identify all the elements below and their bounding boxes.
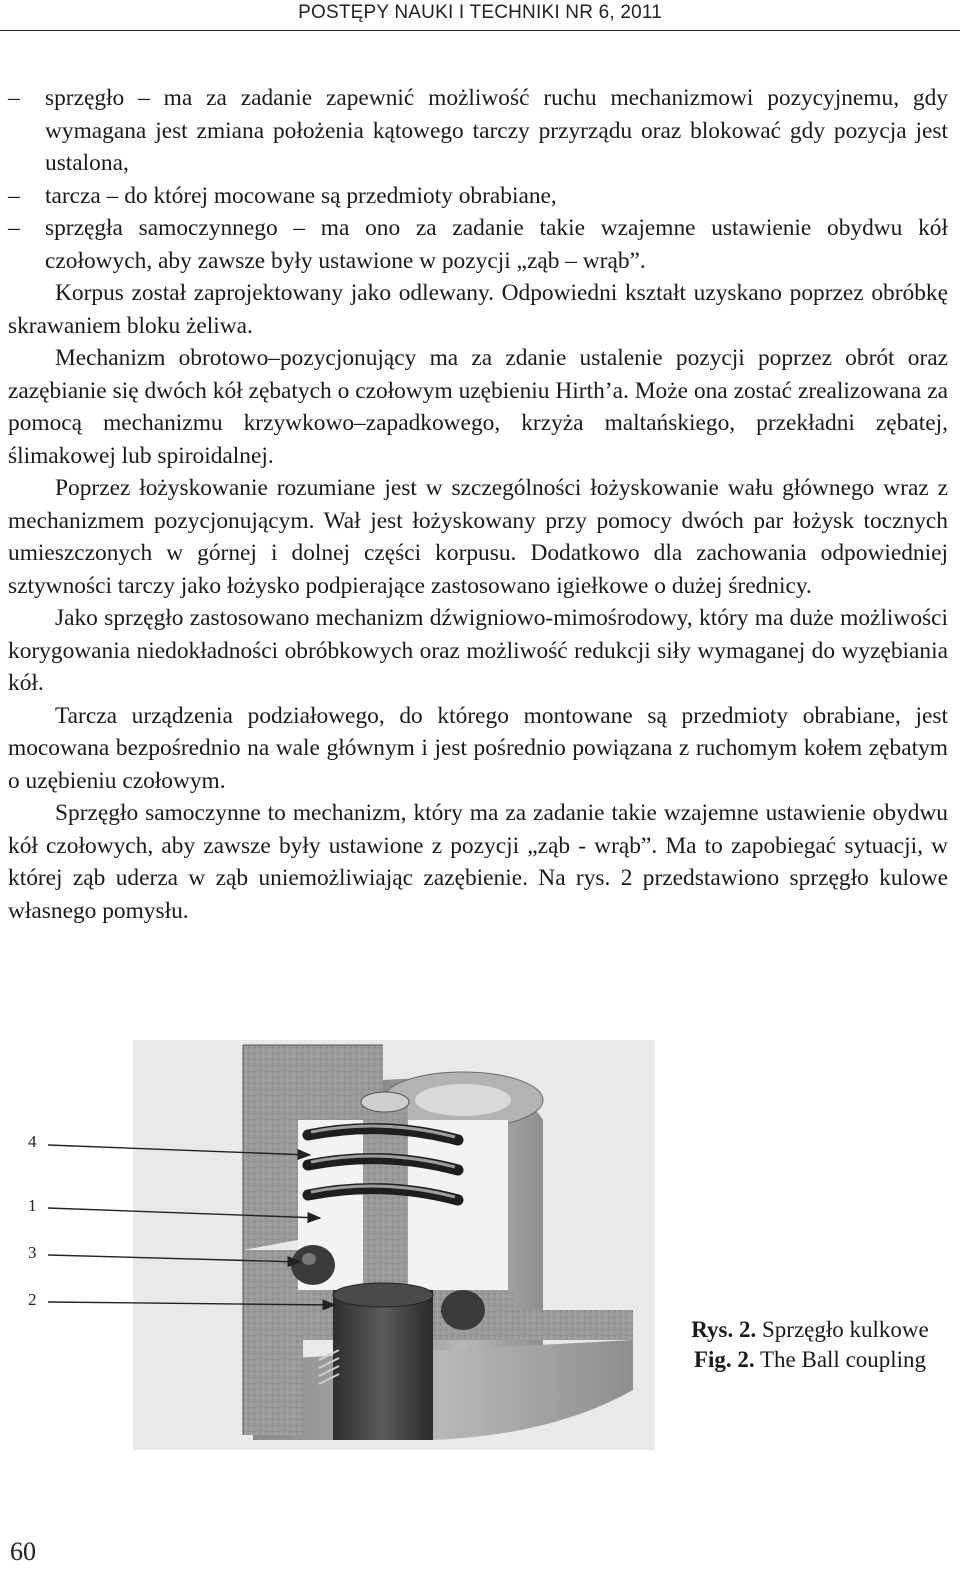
caption-pl-text: Sprzęgło kulkowe	[762, 1317, 929, 1342]
paragraph: Jako sprzęgło zastosowano mechanizm dźwigniowo-mimośrodowy, który ma duże możliwości korygowania niedokładności obróbkowych oraz możliwość redukcji siły wymaganej do wyzębiania kół.	[8, 605, 948, 696]
paragraph: Sprzęgło samoczynne to mechanizm, który ma za zadanie takie wzajemne ustawienie obydwu kół czołowych, aby zawsze były ustawione z pozycji „ząb - wrąb”. Ma to zapobiegać sytuacji, w której ząb uderza w ząb uniemożliwiając zazębienie. Na rys. 2 przedstawiono sprzęgło kulowe własnego pomysłu.	[8, 800, 948, 924]
list-item-text: sprzęgła samoczynnego – ma ono za zadanie takie wzajemne ustawienie obydwu kół czołowych, aby zawsze były ustawione w pozycji „ząb – wrąb”.	[45, 215, 948, 274]
paragraph: Korpus został zaprojektowany jako odlewany. Odpowiedni kształt uzyskano poprzez obróbkę skrawaniem bloku żeliwa.	[8, 280, 948, 339]
paragraph: Mechanizm obrotowo–pozycjonujący ma za zdanie ustalenie pozycji poprzez obrót oraz zazębianie się dwóch kół zębatych o czołowym uzębieniu Hirth’a. Może ona zostać zrealizowana za pomocą mechanizmu krzywkowo–zapadkowego, krzyża maltańskiego, przekładni zębatej, ślimakowej lub spiroidalnej.	[8, 345, 948, 469]
figure-label-1: 1	[28, 1196, 37, 1215]
dash-bullet: –	[8, 182, 20, 209]
paragraph: Tarcza urządzenia podziałowego, do którego montowane są przedmioty obrabiane, jest mocowana bezpośrednio na wale głównym i jest pośrednio powiązana z ruchomym kołem zębatym o uzębieniu czołowym.	[8, 702, 948, 794]
caption-polish	[690, 1315, 930, 1345]
dash-bullet: –	[8, 85, 20, 111]
figure-label-2: 2	[28, 1290, 37, 1309]
list-item-text: sprzęgło – ma za zadanie zapewnić możliwość ruchu mechanizmowi pozycyjnemu, gdy wymagana jest zmiana położenia kątowego tarczy przyrządu oraz blokować gdy pozycja jest ustalona,	[45, 85, 948, 176]
list-item-text: tarcza – do której mocowane są przedmioty obrabiane,	[45, 182, 557, 209]
paragraph: Poprzez łożyskowanie rozumiane jest w szczególności łożyskowanie wału głównego wraz z mechanizmem pozycjonującym. Wał jest łożyskowany przy pomocy dwóch par łożysk tocznych umieszczonych w górnej i dolnej części korpusu. Dodatkowo dla zachowania odpowiedniej sztywności tarczy jako łożysko podpierające zastosowano igiełkowe o dużej średnicy.	[8, 475, 948, 599]
dash-bullet: –	[8, 215, 20, 241]
journal-title: POSTĘPY NAUKI I TECHNIKI NR 6, 2011	[298, 2, 662, 23]
caption-en-text: The Ball coupling	[759, 1347, 927, 1372]
caption-pl-prefix: Rys. 2.	[691, 1317, 757, 1342]
figure-label-3: 3	[28, 1243, 37, 1262]
caption-english	[690, 1345, 930, 1375]
figure-caption	[690, 1315, 930, 1375]
figure-label-4: 4	[28, 1132, 37, 1151]
caption-en-prefix: Fig. 2.	[693, 1347, 755, 1372]
page-number: 60	[10, 1537, 36, 1566]
